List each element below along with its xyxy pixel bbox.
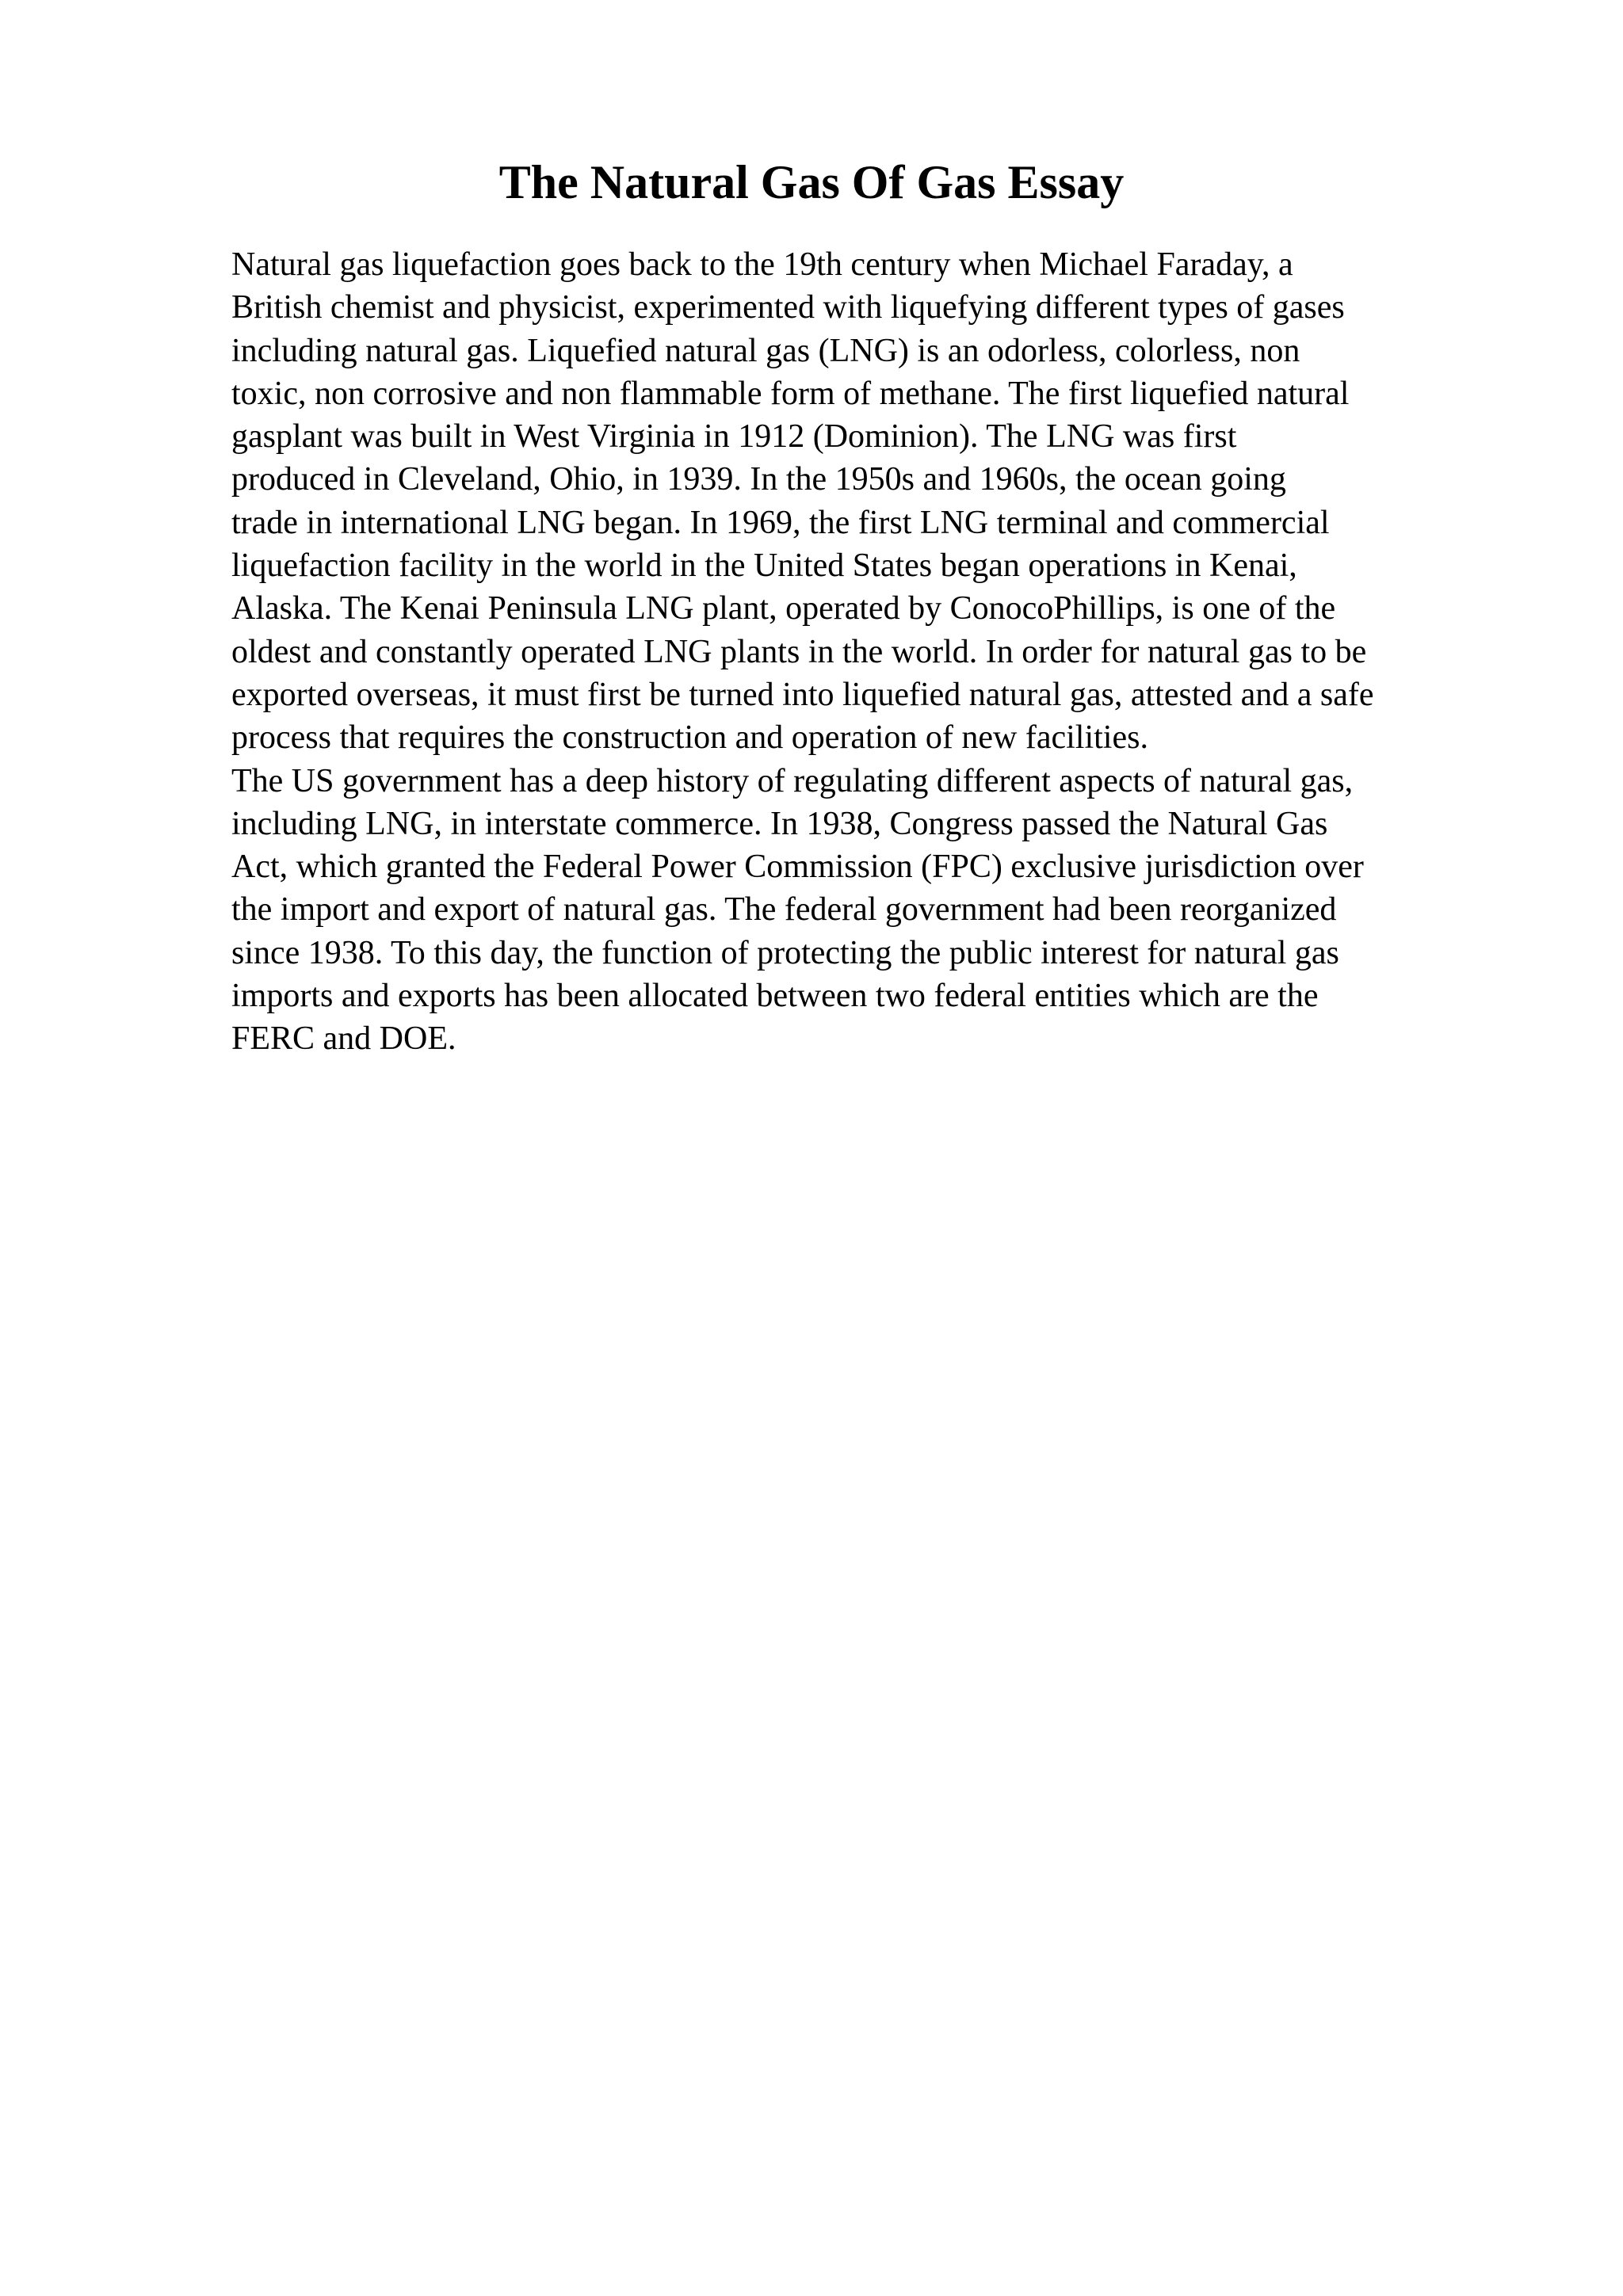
text-line: exported overseas, it must first be turned into liquefied natural gas, attested and a safe — [231, 676, 1374, 713]
text-line: including LNG, in interstate commerce. In 1938, Congress passed the Natural Gas — [231, 805, 1328, 842]
text-line: British chemist and physicist, experimented with liquefying different types of gases — [231, 289, 1345, 326]
text-line: oldest and constantly operated LNG plants in the world. In order for natural gas to be — [231, 633, 1367, 670]
text-line: imports and exports has been allocated between two federal entities which are the — [231, 978, 1319, 1015]
text-line: toxic, non corrosive and non flammable form of methane. The first liquefied natural — [231, 375, 1350, 412]
text-line: trade in international LNG began. In 1969, the first LNG terminal and commercial — [231, 504, 1330, 541]
text-line: the import and export of natural gas. The federal government had been reorganized — [231, 891, 1337, 929]
essay-body — [231, 243, 1539, 1061]
text-line: Natural gas liquefaction goes back to the 19th century when Michael Faraday, a — [231, 246, 1293, 283]
text-line: FERC and DOE. — [231, 1020, 456, 1058]
document-title: The Natural Gas Of Gas Essay — [498, 156, 1125, 208]
text-line: since 1938. To this day, the function of protecting the public interest for natural gas — [231, 934, 1339, 971]
text-line: gasplant was built in West Virginia in 1912 (Dominion). The LNG was first — [231, 418, 1237, 456]
text-line: produced in Cleveland, Ohio, in 1939. In the 1950s and 1960s, the ocean going — [231, 461, 1286, 498]
text-line: liquefaction facility in the world in the United States began operations in Kenai, — [231, 547, 1297, 585]
text-line: including natural gas. Liquefied natural gas (LNG) is an odorless, colorless, non — [231, 332, 1300, 369]
text-line: Alaska. The Kenai Peninsula LNG plant, operated by ConocoPhillips, is one of the — [231, 590, 1336, 627]
text-line: Act, which granted the Federal Power Commission (FPC) exclusive jurisdiction over — [231, 849, 1364, 886]
text-line: The US government has a deep history of regulating different aspects of natural gas, — [231, 762, 1354, 799]
text-line: process that requires the construction and operation of new facilities. — [231, 719, 1148, 757]
